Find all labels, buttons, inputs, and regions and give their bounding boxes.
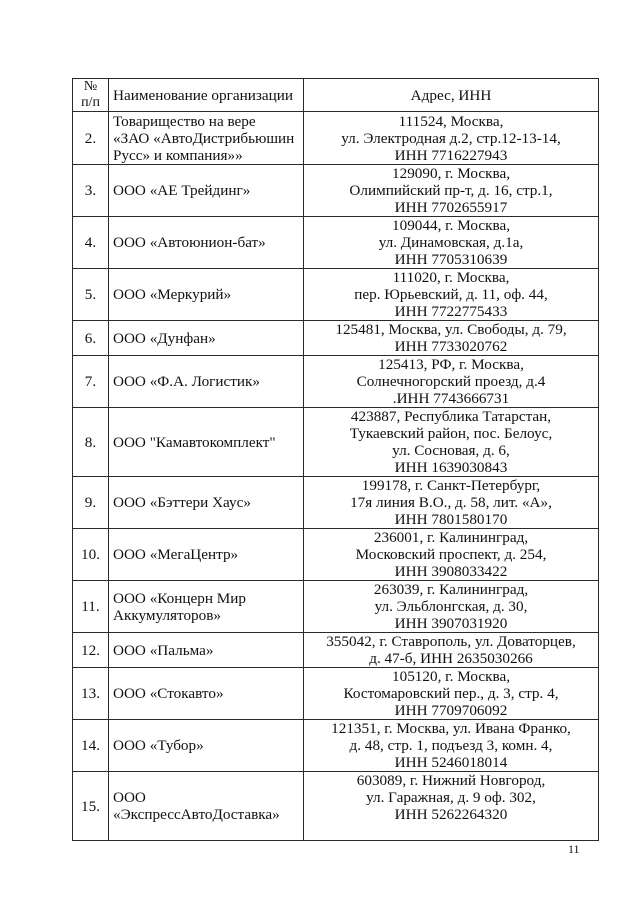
organization-name-line: ООО «Стокавто» <box>113 685 224 702</box>
organization-name-line: ООО «Меркурий» <box>113 286 232 303</box>
organization-address <box>304 217 599 269</box>
organization-name <box>109 269 304 321</box>
table-row <box>73 321 599 356</box>
address-line: 199178, г. Санкт-Петербург, <box>361 477 541 494</box>
organization-address <box>304 720 599 772</box>
organization-address <box>304 321 599 356</box>
header-number: № п/п <box>73 79 109 112</box>
organization-name-line: ООО "Камавтокомплект" <box>113 433 276 451</box>
row-number: 14. <box>73 720 109 772</box>
address-line: д. 48, стр. 1, подъезд 3, комн. 4, <box>349 737 553 754</box>
row-number: 7. <box>73 356 109 408</box>
row-number: 11. <box>73 581 109 633</box>
organization-name-line: ООО «Пальма» <box>113 641 214 659</box>
row-number: 13. <box>73 668 109 720</box>
organization-name-line: ООО «Дунфан» <box>113 329 216 347</box>
address-line: ИНН 7702655917 <box>394 199 508 216</box>
address-line: 236001, г. Калининград, <box>373 529 529 546</box>
organization-name <box>109 165 304 217</box>
organization-name <box>109 633 304 668</box>
organization-name-line: ООО «Автоюнион-бат» <box>113 234 266 251</box>
table-row <box>73 408 599 477</box>
row-number: 6. <box>73 321 109 356</box>
organization-address <box>304 269 599 321</box>
organization-name-line: ООО «АЕ Трейдинг» <box>113 182 251 199</box>
address-line: 109044, г. Москва, <box>392 217 510 234</box>
organization-name-line: ООО <box>113 789 146 806</box>
table-row <box>73 217 599 269</box>
address-line: ИНН 7716227943 <box>394 146 508 164</box>
address-line: Московский проспект, д. 254, <box>355 546 547 563</box>
organization-name <box>109 668 304 720</box>
organization-address <box>304 668 599 720</box>
address-line: 355042, г. Ставрополь, ул. Доваторцев, <box>326 633 576 650</box>
organization-name-line: ООО «Ф.А. Логистик» <box>113 373 261 390</box>
table-header-row <box>73 79 599 112</box>
address-line: ИНН 7709706092 <box>394 702 508 719</box>
row-number: 9. <box>73 477 109 529</box>
organization-name <box>109 112 304 165</box>
organization-address <box>304 477 599 529</box>
address-line: Солнечногорский проезд, д.4 <box>356 373 546 390</box>
organization-name <box>109 529 304 581</box>
table-row <box>73 477 599 529</box>
table-row <box>73 112 599 165</box>
organization-address <box>304 581 599 633</box>
table-row <box>73 165 599 217</box>
row-number: 5. <box>73 269 109 321</box>
header-organization-name: Наименование организации <box>109 79 304 112</box>
address-line: ИНН 1639030843 <box>394 459 508 476</box>
address-line: ул. Эльблонгская, д. 30, <box>374 598 528 615</box>
address-line: 17я линия В.О., д. 58, лит. «А», <box>350 494 552 511</box>
organization-address <box>304 633 599 668</box>
table-row <box>73 668 599 720</box>
address-line: 121351, г. Москва, ул. Ивана Франко, <box>331 720 571 737</box>
organization-name <box>109 581 304 633</box>
address-line: ИНН 7733020762 <box>394 338 508 355</box>
organizations-table <box>72 78 599 841</box>
table-row <box>73 529 599 581</box>
address-line: 423887, Республика Татарстан, <box>350 408 552 425</box>
table-row <box>73 633 599 668</box>
table-row <box>73 269 599 321</box>
address-line: ул. Электродная д.2, стр.12-13-14, <box>341 129 561 147</box>
address-line: ИНН 7705310639 <box>394 251 508 268</box>
organization-name-line: ООО «Бэттери Хаус» <box>113 494 251 511</box>
address-line: .ИНН 7743666731 <box>392 390 510 407</box>
table-row <box>73 356 599 408</box>
header-address-inn: Адрес, ИНН <box>304 79 599 112</box>
address-line: 111020, г. Москва, <box>392 269 510 286</box>
address-line: ул. Сосновая, д. 6, <box>392 442 510 459</box>
row-number: 12. <box>73 633 109 668</box>
table-row <box>73 720 599 772</box>
address-line: ул. Динамовская, д.1а, <box>378 234 524 251</box>
address-line: 105120, г. Москва, <box>392 668 510 685</box>
organization-address <box>304 529 599 581</box>
address-line: Тукаевский район, пос. Белоус, <box>349 425 553 442</box>
organization-name-line: ООО «Тубор» <box>113 737 204 754</box>
address-line: ул. Гаражная, д. 9 оф. 302, <box>366 789 536 806</box>
table-row <box>73 772 599 841</box>
organization-name-line: «ЭкспрессАвтоДоставка» <box>113 806 280 823</box>
organization-name <box>109 772 304 841</box>
organization-name-line: «ЗАО «АвтоДистрибьюшин <box>113 129 295 147</box>
organization-name <box>109 408 304 477</box>
address-line: ИНН 5246018014 <box>394 754 508 771</box>
address-line: 125481, Москва, ул. Свободы, д. 79, <box>335 321 567 338</box>
organization-address <box>304 408 599 477</box>
address-line: ИНН 7722775433 <box>394 303 508 320</box>
address-line: 111524, Москва, <box>398 112 504 130</box>
row-number: 15. <box>73 772 109 841</box>
page-number: 11 <box>568 842 580 856</box>
organization-address <box>304 112 599 165</box>
address-line: 129090, г. Москва, <box>392 165 510 182</box>
address-line: пер. Юрьевский, д. 11, оф. 44, <box>354 286 548 303</box>
organization-name <box>109 321 304 356</box>
address-line: ИНН 3908033422 <box>394 563 508 580</box>
table-row <box>73 581 599 633</box>
organization-name <box>109 720 304 772</box>
address-line: Олимпийский пр-т, д. 16, стр.1, <box>349 182 553 199</box>
address-line: 263039, г. Калининград, <box>373 581 529 598</box>
address-line: 603089, г. Нижний Новгород, <box>356 772 546 789</box>
organization-name-line: Товарищество на вере <box>113 112 256 130</box>
address-line: 125413, РФ, г. Москва, <box>378 356 524 373</box>
address-line: ИНН 3907031920 <box>394 615 508 632</box>
address-line: ИНН 7801580170 <box>394 511 508 528</box>
row-number: 2. <box>73 112 109 165</box>
organization-name <box>109 477 304 529</box>
organization-name <box>109 356 304 408</box>
organization-address <box>304 356 599 408</box>
row-number: 4. <box>73 217 109 269</box>
address-line: д. 47-б, ИНН 2635030266 <box>369 650 533 667</box>
organization-name-line: ООО «МегаЦентр» <box>113 546 239 563</box>
organization-address <box>304 165 599 217</box>
organization-name-line: Аккумуляторов» <box>113 606 221 624</box>
organization-address <box>304 772 599 841</box>
row-number: 3. <box>73 165 109 217</box>
address-line <box>308 823 594 840</box>
address-line: ИНН 5262264320 <box>394 806 508 823</box>
organization-name <box>109 217 304 269</box>
organization-name-line: ООО «Концерн Мир <box>113 589 247 607</box>
row-number: 10. <box>73 529 109 581</box>
row-number: 8. <box>73 408 109 477</box>
organization-name-line: Русс» и компания»» <box>113 146 243 164</box>
address-line: Костомаровский пер., д. 3, стр. 4, <box>343 685 559 702</box>
